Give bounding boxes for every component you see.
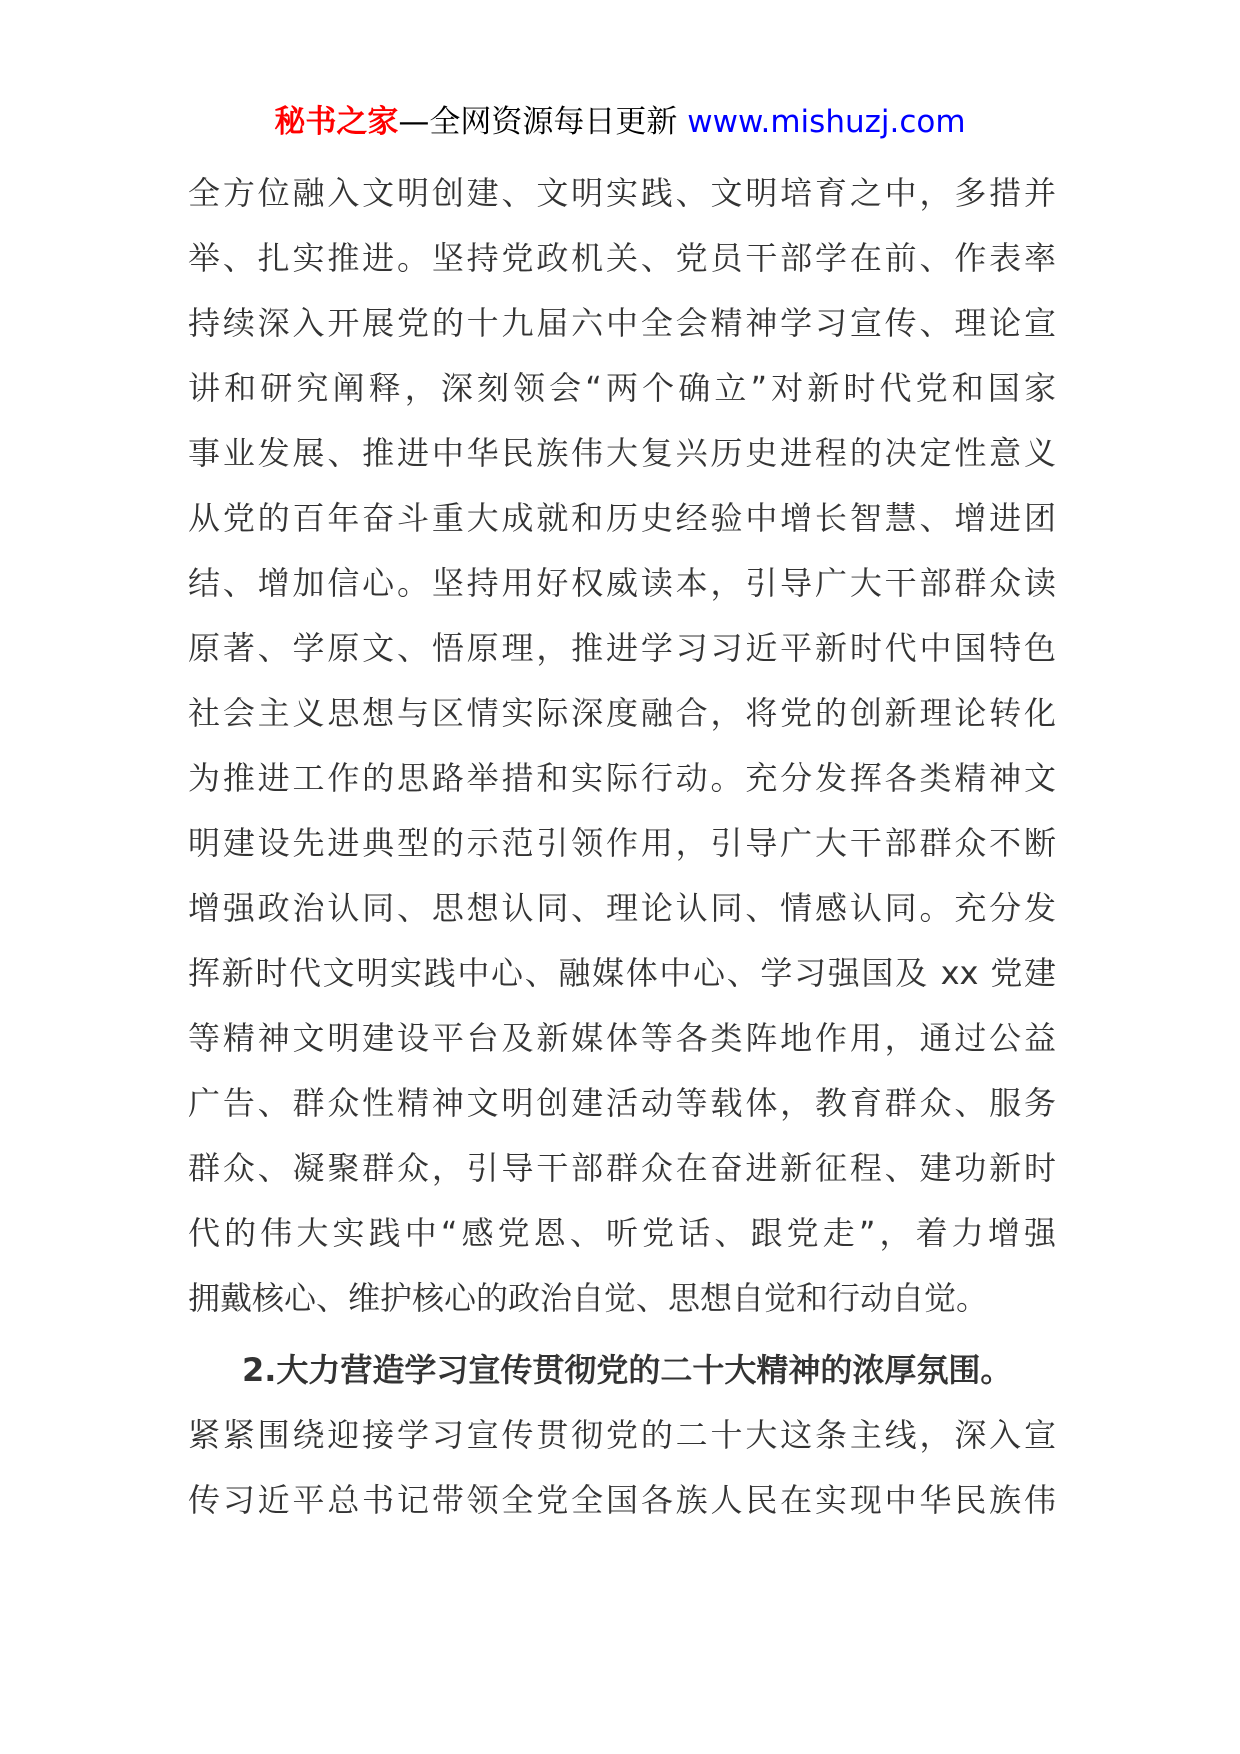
- text-line: 广告、群众性精神文明创建活动等载体，教育群众、服务: [188, 1084, 1056, 1122]
- text-line: 明建设先进典型的示范引领作用，引导广大干部群众不断: [188, 824, 1056, 862]
- text-line: 从党的百年奋斗重大成就和历史经验中增长智慧、增进团: [188, 499, 1056, 537]
- text-line: 挥新时代文明实践中心、融媒体中心、学习强国及 xx 党建: [188, 954, 1056, 992]
- section-heading: 2.大力营造学习宣传贯彻党的二十大精神的浓厚氛围。: [242, 1351, 1013, 1389]
- text-line: 传习近平总书记带领全党全国各族人民在实现中华民族伟: [188, 1481, 1056, 1519]
- paragraph-1: [188, 161, 1056, 1331]
- text-line: 举、扎实推进。坚持党政机关、党员干部学在前、作表率: [188, 239, 1056, 277]
- text-line: 社会主义思想与区情实际深度融合，将党的创新理论转化: [188, 694, 1056, 732]
- text-line: 代的伟大实践中“感党恩、听党话、跟党走”，着力增强: [188, 1214, 1056, 1252]
- text-line: 群众、凝聚群众，引导干部群众在奋进新征程、建功新时: [188, 1149, 1056, 1187]
- text-line: 全方位融入文明创建、文明实践、文明培育之中，多措并: [188, 174, 1056, 212]
- site-brand: 秘书之家: [274, 104, 399, 140]
- site-url-link[interactable]: www.mishuzj.com: [687, 104, 966, 140]
- text-line: 原著、学原文、悟原理，推进学习习近平新时代中国特色: [188, 629, 1056, 667]
- text-line: 持续深入开展党的十九届六中全会精神学习宣传、理论宣: [188, 304, 1056, 342]
- text-line: 等精神文明建设平台及新媒体等各类阵地作用，通过公益: [188, 1019, 1056, 1057]
- text-line: 为推进工作的思路举措和实际行动。充分发挥各类精神文: [188, 759, 1056, 797]
- text-line: 增强政治认同、思想认同、理论认同、情感认同。充分发: [188, 889, 1056, 927]
- text-line: 事业发展、推进中华民族伟大复兴历史进程的决定性意义: [188, 434, 1056, 472]
- paragraph-2: [188, 1403, 1056, 1533]
- site-header: [0, 100, 1240, 144]
- document-body: [188, 161, 1056, 1533]
- text-line: 紧紧围绕迎接学习宣传贯彻党的二十大这条主线，深入宣: [188, 1416, 1056, 1454]
- text-line: 拥戴核心、维护核心的政治自觉、思想自觉和行动自觉。: [188, 1279, 989, 1317]
- text-line: 结、增加信心。坚持用好权威读本，引导广大干部群众读: [188, 564, 1056, 602]
- text-line: 讲和研究阐释，深刻领会“两个确立”对新时代党和国家: [188, 369, 1056, 407]
- site-tagline: —全网资源每日更新: [398, 104, 688, 140]
